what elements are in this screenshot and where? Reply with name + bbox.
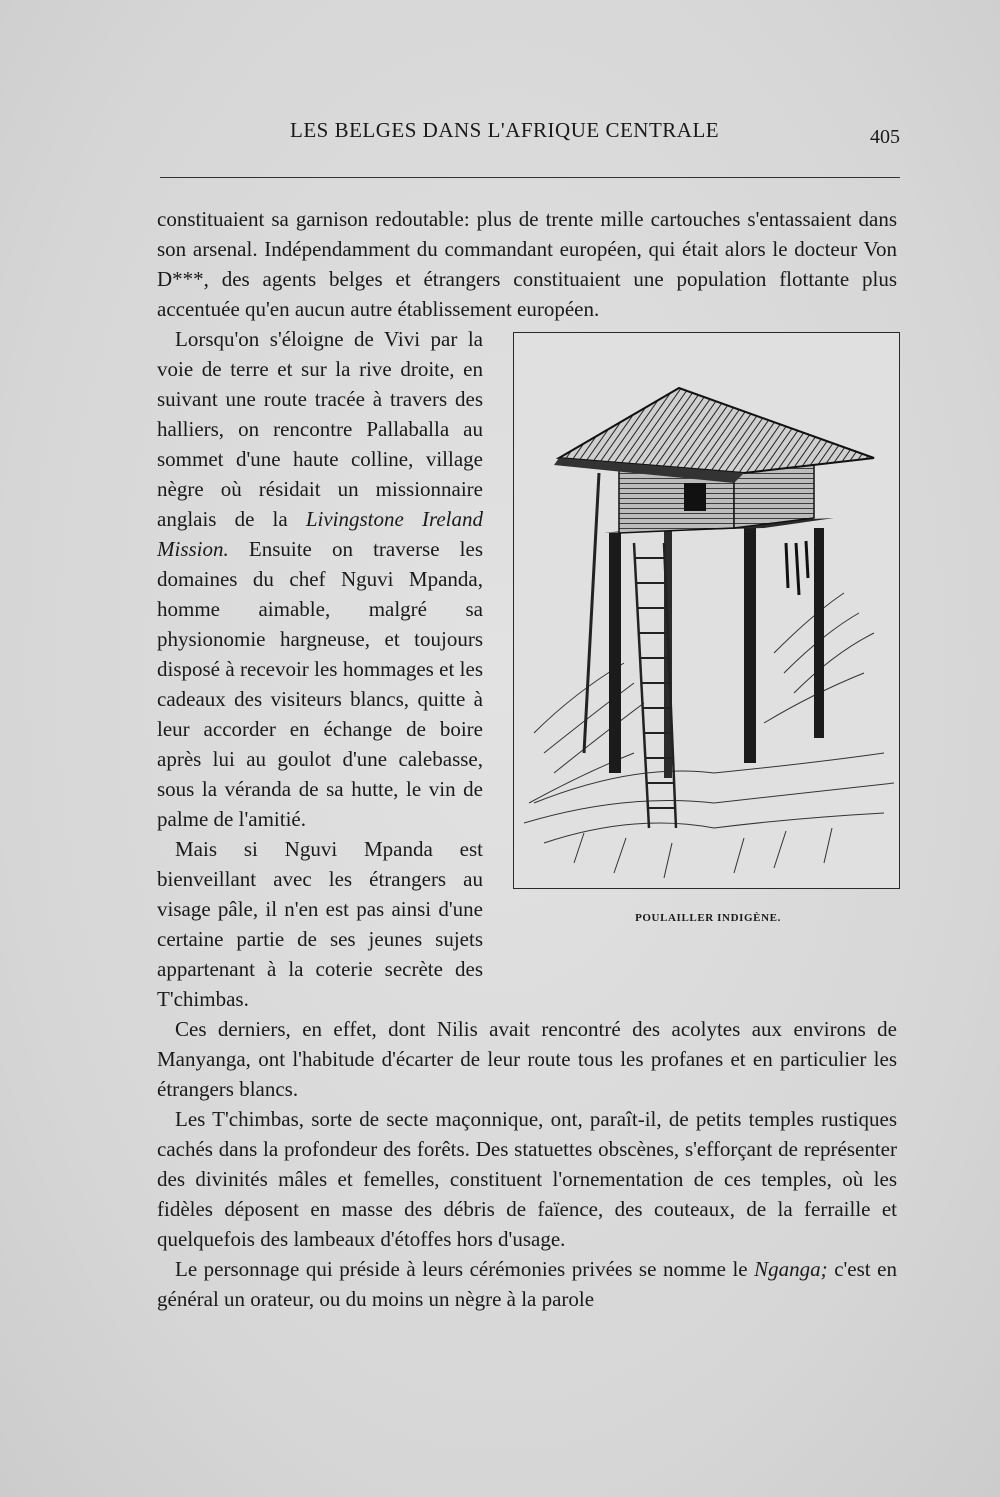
header-rule <box>160 177 900 178</box>
running-title: LES BELGES DANS L'AFRIQUE CENTRALE <box>290 118 720 142</box>
page-number: 405 <box>870 126 900 148</box>
running-head <box>160 118 900 152</box>
paragraph-6-text-a: Le personnage qui préside à leurs cérémonies privées se nomme le <box>175 1257 755 1281</box>
paragraph-2-text-b: Ensuite on traverse les domaines du chef Nguvi Mpanda, homme aimable, malgré sa physionomie hargneuse, et toujours disposé à recevoir les hommages et les cadeaux des visiteurs blancs, quitte à leur accorder en échange de boire après lui au goulot d'une calebasse, sous la véranda de sa hutte, le vin de palme de l'amitié. <box>157 537 483 831</box>
paragraph-5: Les T'chimbas, sorte de secte maçonnique, ont, paraît-il, de petits temples rustiques cachés dans la profondeur des forêts. Des statuettes obscènes, s'efforçant de représenter des divinités mâles et femelles, constituent l'ornementation de ces temples, où les fidèles déposent en masse des débris de faïence, des couteaux, de la ferraille et quelquefois des lambeaux d'étoffes hors d'usage. <box>157 1107 897 1251</box>
figure-caption: POULAILLER INDIGÈNE. <box>635 912 781 924</box>
body-text <box>157 204 897 1314</box>
mission-name-italic: Livingstone Ireland Mission. <box>157 507 483 561</box>
figure-frame <box>513 332 900 889</box>
paragraph-1: constituaient sa garnison redoutable: plus de trente mille cartouches s'entassaient dans son arsenal. Indépendamment du commandant européen, qui était alors le docteur Von D***, des agents belges et étrangers constituaient une population flottante plus accentuée qu'en aucun autre établissement européen. <box>157 207 897 321</box>
paragraph-6-text-b: c'est en général un orateur, ou du moins un nègre à la parole <box>157 1257 897 1311</box>
henhouse-engraving-illustration <box>514 333 899 888</box>
figure <box>513 332 903 972</box>
paragraph-3: Mais si Nguvi Mpanda est bienveillant avec les étrangers au visage pâle, il n'en est pas ainsi d'une certaine partie de ses jeunes sujets appartenant à la coterie secrète des T'chimbas. <box>157 837 483 1011</box>
nganga-italic: Nganga; <box>754 1257 828 1281</box>
paragraph-4: Ces derniers, en effet, dont Nilis avait rencontré des acolytes aux environs de Manyanga, ont l'habitude d'écarter de leur route tous les profanes et en particulier les étrangers blancs. <box>157 1017 897 1101</box>
paragraph-2-text-a: Lorsqu'on s'éloigne de Vivi par la voie de terre et sur la rive droite, en suivant une route tracée à travers des halliers, on rencontre Pallaballa au sommet d'une haute colline, village nègre où résidait un missionnaire anglais de la <box>157 327 483 531</box>
paragraph-6 <box>157 1254 897 1314</box>
